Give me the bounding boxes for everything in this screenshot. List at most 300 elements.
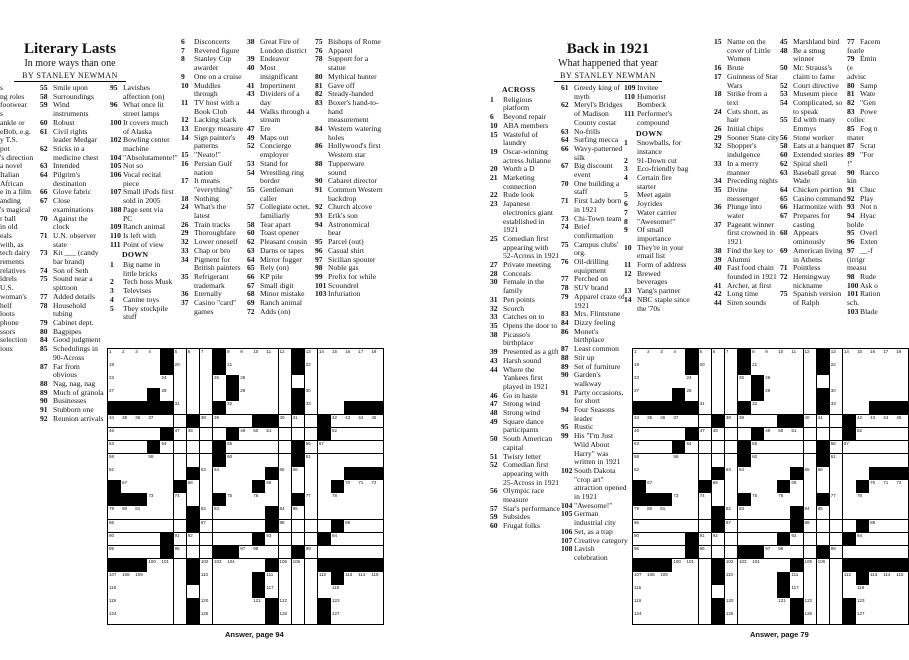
grid-cell[interactable] (843, 454, 856, 467)
grid-cell[interactable] (672, 533, 685, 546)
grid-cell[interactable] (882, 480, 895, 493)
grid-cell[interactable] (318, 493, 331, 506)
grid-cell[interactable] (856, 362, 869, 375)
grid-cell[interactable] (318, 454, 331, 467)
grid-cell[interactable] (895, 533, 908, 546)
grid-cell[interactable] (646, 585, 659, 598)
grid-cell[interactable] (226, 559, 239, 572)
grid-cell[interactable] (882, 598, 895, 611)
grid-cell[interactable] (200, 520, 213, 533)
grid-cell[interactable] (292, 480, 305, 493)
grid-cell[interactable] (318, 572, 331, 585)
grid-cell[interactable] (882, 533, 895, 546)
grid-cell[interactable] (344, 585, 357, 598)
grid-cell[interactable] (646, 362, 659, 375)
grid-cell[interactable] (633, 349, 646, 362)
grid-cell[interactable] (672, 349, 685, 362)
grid-cell[interactable] (279, 546, 292, 559)
grid-cell[interactable] (790, 428, 803, 441)
grid-cell[interactable] (147, 362, 160, 375)
grid-cell[interactable] (843, 572, 856, 585)
grid-cell[interactable] (777, 598, 790, 611)
grid-cell[interactable] (174, 493, 187, 506)
grid-cell[interactable] (817, 559, 830, 572)
grid-cell[interactable] (882, 611, 895, 624)
grid-cell[interactable] (633, 441, 646, 454)
grid-cell[interactable] (869, 480, 882, 493)
grid-cell[interactable] (725, 546, 738, 559)
grid-cell[interactable] (804, 388, 817, 401)
grid-cell[interactable] (725, 467, 738, 480)
grid-cell[interactable] (751, 585, 764, 598)
grid-cell[interactable] (265, 349, 278, 362)
grid-cell[interactable] (305, 559, 318, 572)
grid-cell[interactable] (804, 493, 817, 506)
grid-cell[interactable] (252, 388, 265, 401)
grid-cell[interactable] (830, 520, 843, 533)
grid-cell[interactable] (147, 506, 160, 519)
grid-cell[interactable] (869, 415, 882, 428)
grid-cell[interactable] (318, 441, 331, 454)
grid-cell[interactable] (200, 572, 213, 585)
grid-cell[interactable] (646, 415, 659, 428)
grid-cell[interactable] (869, 585, 882, 598)
grid-cell[interactable] (856, 598, 869, 611)
grid-cell[interactable] (239, 598, 252, 611)
grid-cell[interactable] (725, 506, 738, 519)
grid-cell[interactable] (712, 401, 725, 414)
grid-cell[interactable] (712, 349, 725, 362)
grid-cell[interactable] (764, 598, 777, 611)
grid-cell[interactable] (305, 520, 318, 533)
grid-cell[interactable] (279, 520, 292, 533)
grid-cell[interactable] (121, 415, 134, 428)
grid-cell[interactable] (213, 611, 226, 624)
grid-cell[interactable] (344, 415, 357, 428)
grid-cell[interactable] (331, 585, 344, 598)
grid-cell[interactable] (646, 520, 659, 533)
grid-cell[interactable] (790, 388, 803, 401)
grid-cell[interactable] (804, 480, 817, 493)
grid-cell[interactable] (331, 415, 344, 428)
grid-cell[interactable] (147, 520, 160, 533)
grid-cell[interactable] (830, 572, 843, 585)
grid-cell[interactable] (331, 388, 344, 401)
grid-cell[interactable] (121, 388, 134, 401)
grid-cell[interactable] (764, 533, 777, 546)
grid-cell[interactable] (672, 454, 685, 467)
grid-cell[interactable] (121, 546, 134, 559)
grid-cell[interactable] (200, 375, 213, 388)
grid-cell[interactable] (830, 585, 843, 598)
grid-cell[interactable] (200, 480, 213, 493)
grid-cell[interactable] (160, 415, 173, 428)
grid-cell[interactable] (160, 598, 173, 611)
grid-cell[interactable] (817, 506, 830, 519)
grid-cell[interactable] (344, 520, 357, 533)
grid-cell[interactable] (292, 467, 305, 480)
grid-cell[interactable] (790, 441, 803, 454)
grid-cell[interactable] (817, 428, 830, 441)
grid-cell[interactable] (895, 611, 908, 624)
grid-cell[interactable] (147, 349, 160, 362)
grid-cell[interactable] (751, 362, 764, 375)
grid-cell[interactable] (790, 454, 803, 467)
grid-cell[interactable] (318, 546, 331, 559)
grid-cell[interactable] (685, 467, 698, 480)
grid-cell[interactable] (764, 572, 777, 585)
grid-cell[interactable] (804, 415, 817, 428)
grid-cell[interactable] (843, 480, 856, 493)
grid-cell[interactable] (226, 493, 239, 506)
grid-cell[interactable] (239, 349, 252, 362)
grid-cell[interactable] (108, 572, 121, 585)
grid-cell[interactable] (305, 428, 318, 441)
grid-cell[interactable] (856, 375, 869, 388)
grid-cell[interactable] (147, 611, 160, 624)
grid-cell[interactable] (213, 559, 226, 572)
grid-cell[interactable] (751, 572, 764, 585)
grid-cell[interactable] (790, 546, 803, 559)
grid-cell[interactable] (331, 349, 344, 362)
grid-cell[interactable] (699, 441, 712, 454)
grid-cell[interactable] (672, 598, 685, 611)
grid-cell[interactable] (252, 428, 265, 441)
grid-cell[interactable] (895, 362, 908, 375)
grid-cell[interactable] (830, 506, 843, 519)
grid-cell[interactable] (804, 428, 817, 441)
grid-cell[interactable] (685, 572, 698, 585)
grid-cell[interactable] (869, 375, 882, 388)
grid-cell[interactable] (725, 493, 738, 506)
grid-cell[interactable] (331, 533, 344, 546)
grid-cell[interactable] (187, 454, 200, 467)
grid-cell[interactable] (370, 441, 383, 454)
grid-cell[interactable] (226, 611, 239, 624)
grid-cell[interactable] (764, 428, 777, 441)
grid-cell[interactable] (804, 611, 817, 624)
grid-cell[interactable] (685, 598, 698, 611)
grid-cell[interactable] (856, 401, 869, 414)
grid-cell[interactable] (187, 401, 200, 414)
grid-cell[interactable] (672, 572, 685, 585)
grid-cell[interactable] (646, 388, 659, 401)
grid-cell[interactable] (856, 454, 869, 467)
grid-cell[interactable] (830, 428, 843, 441)
grid-cell[interactable] (200, 598, 213, 611)
grid-cell[interactable] (331, 467, 344, 480)
grid-cell[interactable] (764, 362, 777, 375)
grid-cell[interactable] (764, 506, 777, 519)
grid-cell[interactable] (830, 388, 843, 401)
grid-cell[interactable] (279, 585, 292, 598)
grid-cell[interactable] (147, 480, 160, 493)
grid-cell[interactable] (187, 349, 200, 362)
grid-cell[interactable] (174, 506, 187, 519)
grid-cell[interactable] (279, 467, 292, 480)
grid-cell[interactable] (160, 480, 173, 493)
grid-cell[interactable] (213, 375, 226, 388)
grid-cell[interactable] (252, 493, 265, 506)
grid-cell[interactable] (331, 441, 344, 454)
grid-cell[interactable] (370, 454, 383, 467)
grid-cell[interactable] (200, 388, 213, 401)
grid-cell[interactable] (174, 611, 187, 624)
grid-cell[interactable] (239, 388, 252, 401)
grid-cell[interactable] (213, 467, 226, 480)
grid-cell[interactable] (331, 611, 344, 624)
grid-cell[interactable] (121, 585, 134, 598)
grid-cell[interactable] (843, 362, 856, 375)
grid-cell[interactable] (869, 598, 882, 611)
grid-cell[interactable] (869, 454, 882, 467)
grid-cell[interactable] (318, 520, 331, 533)
grid-cell[interactable] (174, 362, 187, 375)
grid-cell[interactable] (738, 415, 751, 428)
grid-cell[interactable] (108, 428, 121, 441)
grid-cell[interactable] (738, 572, 751, 585)
grid-cell[interactable] (777, 375, 790, 388)
grid-cell[interactable] (331, 598, 344, 611)
grid-cell[interactable] (252, 506, 265, 519)
grid-cell[interactable] (279, 559, 292, 572)
grid-cell[interactable] (777, 454, 790, 467)
grid-cell[interactable] (174, 572, 187, 585)
grid-cell[interactable] (174, 520, 187, 533)
grid-cell[interactable] (370, 611, 383, 624)
grid-cell[interactable] (856, 467, 869, 480)
grid-cell[interactable] (751, 506, 764, 519)
grid-cell[interactable] (239, 520, 252, 533)
grid-cell[interactable] (200, 559, 213, 572)
grid-cell[interactable] (292, 533, 305, 546)
grid-cell[interactable] (226, 349, 239, 362)
grid-cell[interactable] (764, 388, 777, 401)
grid-cell[interactable] (160, 441, 173, 454)
grid-cell[interactable] (200, 533, 213, 546)
grid-cell[interactable] (174, 349, 187, 362)
grid-cell[interactable] (134, 349, 147, 362)
grid-cell[interactable] (252, 441, 265, 454)
grid-cell[interactable] (856, 506, 869, 519)
grid-cell[interactable] (699, 467, 712, 480)
grid-cell[interactable] (239, 441, 252, 454)
grid-cell[interactable] (357, 454, 370, 467)
grid-cell[interactable] (738, 598, 751, 611)
grid-cell[interactable] (187, 388, 200, 401)
grid-cell[interactable] (279, 533, 292, 546)
grid-cell[interactable] (200, 428, 213, 441)
grid-cell[interactable] (200, 454, 213, 467)
grid-cell[interactable] (685, 493, 698, 506)
grid-cell[interactable] (856, 441, 869, 454)
grid-cell[interactable] (226, 467, 239, 480)
grid-cell[interactable] (239, 415, 252, 428)
grid-cell[interactable] (305, 493, 318, 506)
grid-cell[interactable] (633, 533, 646, 546)
grid-cell[interactable] (646, 480, 659, 493)
grid-cell[interactable] (265, 454, 278, 467)
grid-cell[interactable] (292, 520, 305, 533)
grid-cell[interactable] (147, 428, 160, 441)
grid-cell[interactable] (305, 480, 318, 493)
grid-cell[interactable] (305, 362, 318, 375)
grid-cell[interactable] (790, 585, 803, 598)
grid-cell[interactable] (659, 480, 672, 493)
grid-cell[interactable] (869, 428, 882, 441)
grid-cell[interactable] (160, 467, 173, 480)
grid-cell[interactable] (882, 349, 895, 362)
grid-cell[interactable] (121, 506, 134, 519)
grid-cell[interactable] (895, 506, 908, 519)
grid-cell[interactable] (633, 454, 646, 467)
grid-cell[interactable] (265, 441, 278, 454)
grid-cell[interactable] (830, 559, 843, 572)
grid-cell[interactable] (370, 572, 383, 585)
grid-cell[interactable] (685, 388, 698, 401)
grid-cell[interactable] (817, 480, 830, 493)
grid-cell[interactable] (318, 362, 331, 375)
grid-cell[interactable] (174, 533, 187, 546)
grid-cell[interactable] (659, 415, 672, 428)
grid-cell[interactable] (344, 480, 357, 493)
grid-cell[interactable] (370, 362, 383, 375)
grid-cell[interactable] (318, 349, 331, 362)
grid-cell[interactable] (725, 559, 738, 572)
grid-cell[interactable] (804, 520, 817, 533)
grid-cell[interactable] (830, 401, 843, 414)
grid-cell[interactable] (160, 572, 173, 585)
grid-cell[interactable] (764, 493, 777, 506)
grid-cell[interactable] (659, 349, 672, 362)
grid-cell[interactable] (292, 506, 305, 519)
grid-cell[interactable] (869, 546, 882, 559)
grid-cell[interactable] (804, 533, 817, 546)
grid-cell[interactable] (370, 546, 383, 559)
grid-cell[interactable] (239, 533, 252, 546)
grid-cell[interactable] (147, 467, 160, 480)
grid-cell[interactable] (252, 559, 265, 572)
grid-cell[interactable] (751, 598, 764, 611)
grid-cell[interactable] (265, 480, 278, 493)
grid-cell[interactable] (370, 598, 383, 611)
grid-cell[interactable] (712, 480, 725, 493)
grid-cell[interactable] (685, 520, 698, 533)
grid-cell[interactable] (738, 585, 751, 598)
grid-cell[interactable] (882, 520, 895, 533)
grid-cell[interactable] (279, 506, 292, 519)
grid-cell[interactable] (764, 480, 777, 493)
grid-cell[interactable] (279, 401, 292, 414)
grid-cell[interactable] (738, 467, 751, 480)
grid-cell[interactable] (856, 415, 869, 428)
grid-cell[interactable] (685, 375, 698, 388)
grid-cell[interactable] (108, 611, 121, 624)
grid-cell[interactable] (200, 467, 213, 480)
grid-cell[interactable] (895, 480, 908, 493)
grid-cell[interactable] (226, 480, 239, 493)
grid-cell[interactable] (318, 467, 331, 480)
grid-cell[interactable] (659, 375, 672, 388)
grid-cell[interactable] (751, 454, 764, 467)
grid-cell[interactable] (699, 559, 712, 572)
grid-cell[interactable] (804, 559, 817, 572)
grid-cell[interactable] (344, 546, 357, 559)
grid-cell[interactable] (725, 598, 738, 611)
grid-cell[interactable] (712, 362, 725, 375)
grid-cell[interactable] (305, 454, 318, 467)
grid-cell[interactable] (725, 388, 738, 401)
grid-cell[interactable] (646, 533, 659, 546)
grid-cell[interactable] (830, 533, 843, 546)
grid-cell[interactable] (226, 441, 239, 454)
grid-cell[interactable] (108, 520, 121, 533)
grid-cell[interactable] (804, 546, 817, 559)
grid-cell[interactable] (292, 415, 305, 428)
grid-cell[interactable] (633, 415, 646, 428)
grid-cell[interactable] (174, 441, 187, 454)
grid-cell[interactable] (147, 454, 160, 467)
grid-cell[interactable] (672, 585, 685, 598)
grid-cell[interactable] (187, 533, 200, 546)
grid-cell[interactable] (777, 401, 790, 414)
grid-cell[interactable] (279, 454, 292, 467)
grid-cell[interactable] (895, 441, 908, 454)
grid-cell[interactable] (777, 559, 790, 572)
grid-cell[interactable] (134, 520, 147, 533)
grid-cell[interactable] (672, 362, 685, 375)
grid-cell[interactable] (279, 375, 292, 388)
grid-cell[interactable] (659, 520, 672, 533)
grid-cell[interactable] (239, 375, 252, 388)
grid-cell[interactable] (882, 585, 895, 598)
grid-cell[interactable] (646, 349, 659, 362)
grid-cell[interactable] (213, 520, 226, 533)
grid-cell[interactable] (226, 520, 239, 533)
grid-cell[interactable] (882, 572, 895, 585)
grid-cell[interactable] (344, 506, 357, 519)
grid-cell[interactable] (856, 533, 869, 546)
grid-cell[interactable] (699, 401, 712, 414)
grid-cell[interactable] (699, 585, 712, 598)
grid-cell[interactable] (265, 388, 278, 401)
grid-cell[interactable] (279, 611, 292, 624)
grid-cell[interactable] (725, 362, 738, 375)
grid-cell[interactable] (659, 388, 672, 401)
grid-cell[interactable] (279, 428, 292, 441)
grid-cell[interactable] (843, 441, 856, 454)
grid-cell[interactable] (265, 362, 278, 375)
grid-cell[interactable] (882, 441, 895, 454)
grid-cell[interactable] (265, 572, 278, 585)
grid-cell[interactable] (672, 428, 685, 441)
grid-cell[interactable] (633, 546, 646, 559)
grid-cell[interactable] (764, 467, 777, 480)
grid-cell[interactable] (882, 375, 895, 388)
grid-cell[interactable] (187, 493, 200, 506)
grid-cell[interactable] (292, 598, 305, 611)
grid-cell[interactable] (738, 375, 751, 388)
grid-cell[interactable] (659, 572, 672, 585)
grid-cell[interactable] (357, 362, 370, 375)
grid-cell[interactable] (108, 375, 121, 388)
grid-cell[interactable] (265, 533, 278, 546)
grid-cell[interactable] (804, 572, 817, 585)
grid-cell[interactable] (174, 454, 187, 467)
grid-cell[interactable] (200, 401, 213, 414)
left-crossword-grid[interactable] (107, 348, 384, 625)
grid-cell[interactable] (305, 585, 318, 598)
